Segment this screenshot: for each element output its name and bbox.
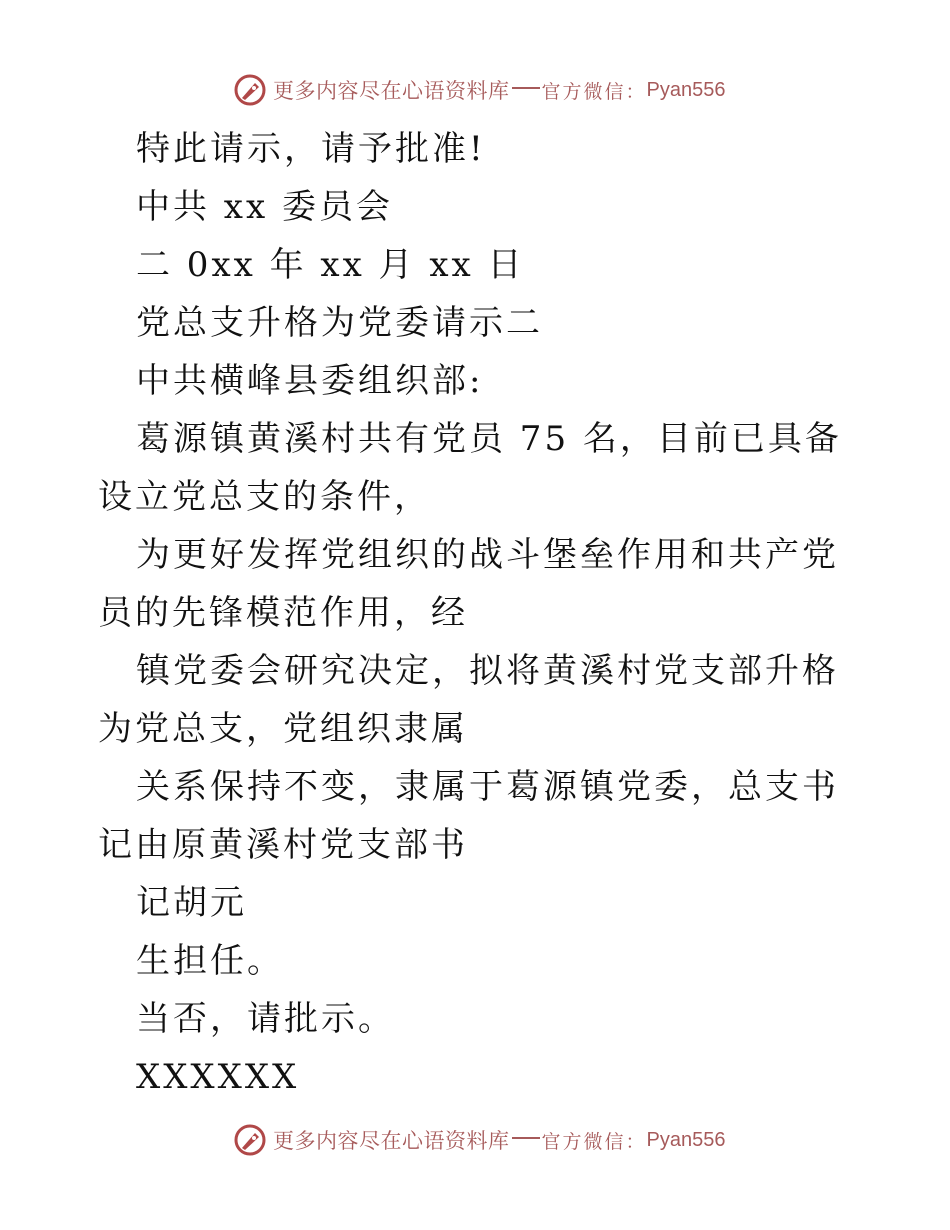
watermark-id: Pyan556 (646, 78, 726, 101)
watermark-main-text: 更多内容尽在心语资料库 (273, 1129, 510, 1153)
paragraph-secretary-2: 生担任。 (136, 941, 284, 981)
paragraph-request-instruction: 当否，请批示。 (136, 999, 395, 1039)
paragraph-committee: 中共 xx 委员会 (136, 187, 393, 227)
paragraph-decision: 镇党委会研究决定，拟将黄溪村党支部升格为党总支，党组织隶属 (98, 651, 839, 749)
watermark-label: 官方微信： (541, 1130, 647, 1153)
paragraph-signature: XXXXXX (136, 1057, 300, 1097)
watermark-id: Pyan556 (646, 1128, 726, 1151)
pen-nib-seal-icon (233, 73, 267, 107)
paragraph-secretary-1: 记胡元 (136, 883, 247, 923)
paragraph-purpose: 为更好发挥党组织的战斗堡垒作用和共产党员的先锋模范作用，经 (98, 535, 839, 633)
watermark-dash (512, 1137, 540, 1139)
footer-watermark (233, 1120, 725, 1160)
paragraph-recipient: 中共横峰县委组织部: (136, 361, 484, 401)
paragraph-approval-request: 特此请示，请予批准! (136, 129, 486, 169)
watermark-dash (512, 87, 540, 89)
paragraph-affiliation: 关系保持不变，隶属于葛源镇党委，总支书记由原黄溪村党支部书 (98, 767, 839, 865)
paragraph-date: 二 0xx 年 xx 月 xx 日 (136, 245, 525, 285)
document-body (98, 120, 858, 1106)
watermark-label: 官方微信： (541, 80, 647, 103)
watermark-main-text: 更多内容尽在心语资料库 (273, 79, 510, 103)
paragraph-title: 党总支升格为党委请示二 (136, 303, 543, 343)
header-watermark (233, 70, 725, 110)
pen-nib-seal-icon (233, 1123, 267, 1157)
paragraph-members: 葛源镇黄溪村共有党员 75 名，目前已具备设立党总支的条件， (98, 419, 842, 517)
